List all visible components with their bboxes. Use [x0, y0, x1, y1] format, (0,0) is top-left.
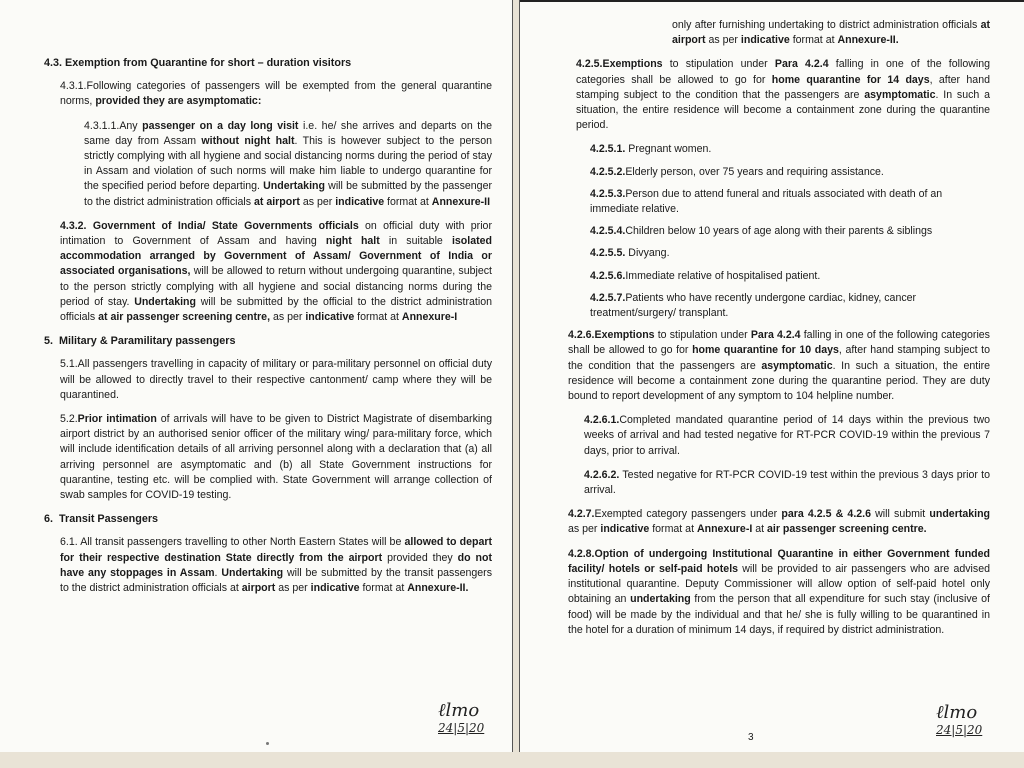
section-4-3-1: 4.3.1.Following categories of passengers will be exempted from the general quarantine norms, provided they are asymptomatic:: [60, 80, 492, 108]
section-5-heading: 5. Military & Paramilitary passengers: [44, 335, 236, 348]
section-4-3-1-1: 4.3.1.1.Any passenger on a day long visit i.e. he/ she arrives and departs on the same day from Assam without night halt. This is however subject to the person strictly complying with all hygiene and social distancing norms during the period of stay in Assam and violation of such norms will make him liable to undergo quarantine for the specified period before departing. Undertaking will be submitted by the passenger to the district administration officials at airport as per indicative format at Annexure-II: [84, 119, 493, 208]
section-4-2-6: 4.2.6.Exemptions to stipulation under Para 4.2.4 falling in one of the following categories shall be allowed to go for home quarantine for 10 days, after hand stamping subject to the condition that the passengers are asymptomatic. In such a situation, the entire residence will become a containment zone during the quarantine period. They are duty bound to report development of any symptom to 104 helpline number.: [568, 329, 991, 403]
continuation-text: only after furnishing undertaking to district administration officials at airport as per indicative format at Annexure-II.: [672, 19, 990, 47]
list-item: 4.2.5.3.Person due to attend funeral and rituals associated with death of an immediate relative.: [590, 187, 943, 216]
section-4-2-6-1: 4.2.6.1.Completed mandated quarantine period of 14 days within the previous two weeks of arrival and had tested negative for RT-PCR COVID-19 within the previous 7 days, prior to arrival.: [584, 414, 990, 457]
section-4-3-2: 4.3.2. Government of India/ State Governments officials on official duty with prior intimation to Government of Assam and having night halt in suitable isolated accommodation arranged by Government of Assam/ Government of India or associated organisations, will be allowed to return without undergoing quarantine, subject to the person strictly complying with all hygiene and social distancing norms during the period of stay. Undertaking will be submitted by the official to the district administration officials at air passenger screening centre, as per indicative format at Annexure-I: [60, 219, 492, 324]
list-item: 4.2.5.7.Patients who have recently undergone cardiac, kidney, cancer treatment/surgery/ transplant.: [590, 291, 917, 320]
signature-right: ℓlmo 24|5|20: [936, 702, 983, 737]
section-4-2-8: 4.2.8.Option of undergoing Institutional Quarantine in either Government funded facility/ hotels or self-paid hotels will be provided to air passengers who are advised institutional quarantine. Deputy Commissioner will allow option of self-paid hotel only obtaining an undertaking from the person that all expenditure for such stay (inclusive of food) will be made by the individual and that he/ she is fully willing to be quarantined in the hotel for a duration of minimum 14 days, if required by district administration.: [568, 547, 990, 636]
document-page-left: [0, 0, 513, 752]
section-4-2-7: 4.2.7.Exempted category passengers under para 4.2.5 & 4.2.6 will submit undertaking as per indicative format at Annexure-I at air passenger screening centre.: [568, 508, 991, 536]
list-item: 4.2.5.1. Pregnant women.: [590, 143, 712, 156]
list-item: 4.2.5.2.Elderly person, over 75 years and requiring assistance.: [590, 165, 884, 178]
section-4-3-heading: 4.3. Exemption from Quarantine for short – duration visitors: [44, 57, 352, 69]
document-page-right: [519, 0, 1024, 752]
list-item: 4.2.5.6.Immediate relative of hospitalised patient.: [590, 269, 821, 282]
section-5-1: 5.1.All passengers travelling in capacity of military or para-military personnel on official duty will be allowed to directly travel to their respective cantonment/ camp where they will be quarantined.: [60, 358, 492, 401]
section-5-2: 5.2.Prior intimation of arrivals will have to be given to District Magistrate of disembarking airport district by an authorised senior officer of the military wing/ para-military force, which will include identification details of all arriving personnel along with a declaration that (a) all arriving personnel are asymptomatic and (b) all State Government instructions for quarantine, testing etc. will be complied with. State Government will arrange collection of swab samples for COVID-19 testing.: [60, 413, 493, 502]
section-4-2-5: 4.2.5.Exemptions to stipulation under Para 4.2.4 falling in one of the following categories shall be allowed to go for home quarantine for 14 days, after hand stamping subject to the condition that the passengers are asymptomatic. In such a situation, the entire residence will become a containment zone during the quarantine period.: [576, 58, 991, 132]
section-6-1: 6.1. All transit passengers travelling to other North Eastern States will be allowed to depart for their respective destination State directly from the airport provided they do not have any stoppages in Assam. Undertaking will be submitted by the transit passengers to the district administration officials at airport as per indicative format at Annexure-II.: [60, 536, 493, 595]
scan-speck: [266, 742, 269, 745]
section-6-heading: 6. Transit Passengers: [44, 513, 159, 526]
list-4-2-5: [590, 142, 990, 321]
list-item: 4.2.5.5. Divyang.: [590, 247, 670, 260]
signature-left: ℓlmo 24|5|20: [438, 700, 485, 735]
page-top-rule: [520, 0, 1024, 2]
list-item: 4.2.5.4.Children below 10 years of age along with their parents & siblings: [590, 225, 933, 238]
page-number: 3: [748, 732, 754, 743]
section-4-2-6-2: 4.2.6.2. Tested negative for RT-PCR COVID-19 test within the previous 3 days prior to arrival.: [584, 468, 990, 497]
